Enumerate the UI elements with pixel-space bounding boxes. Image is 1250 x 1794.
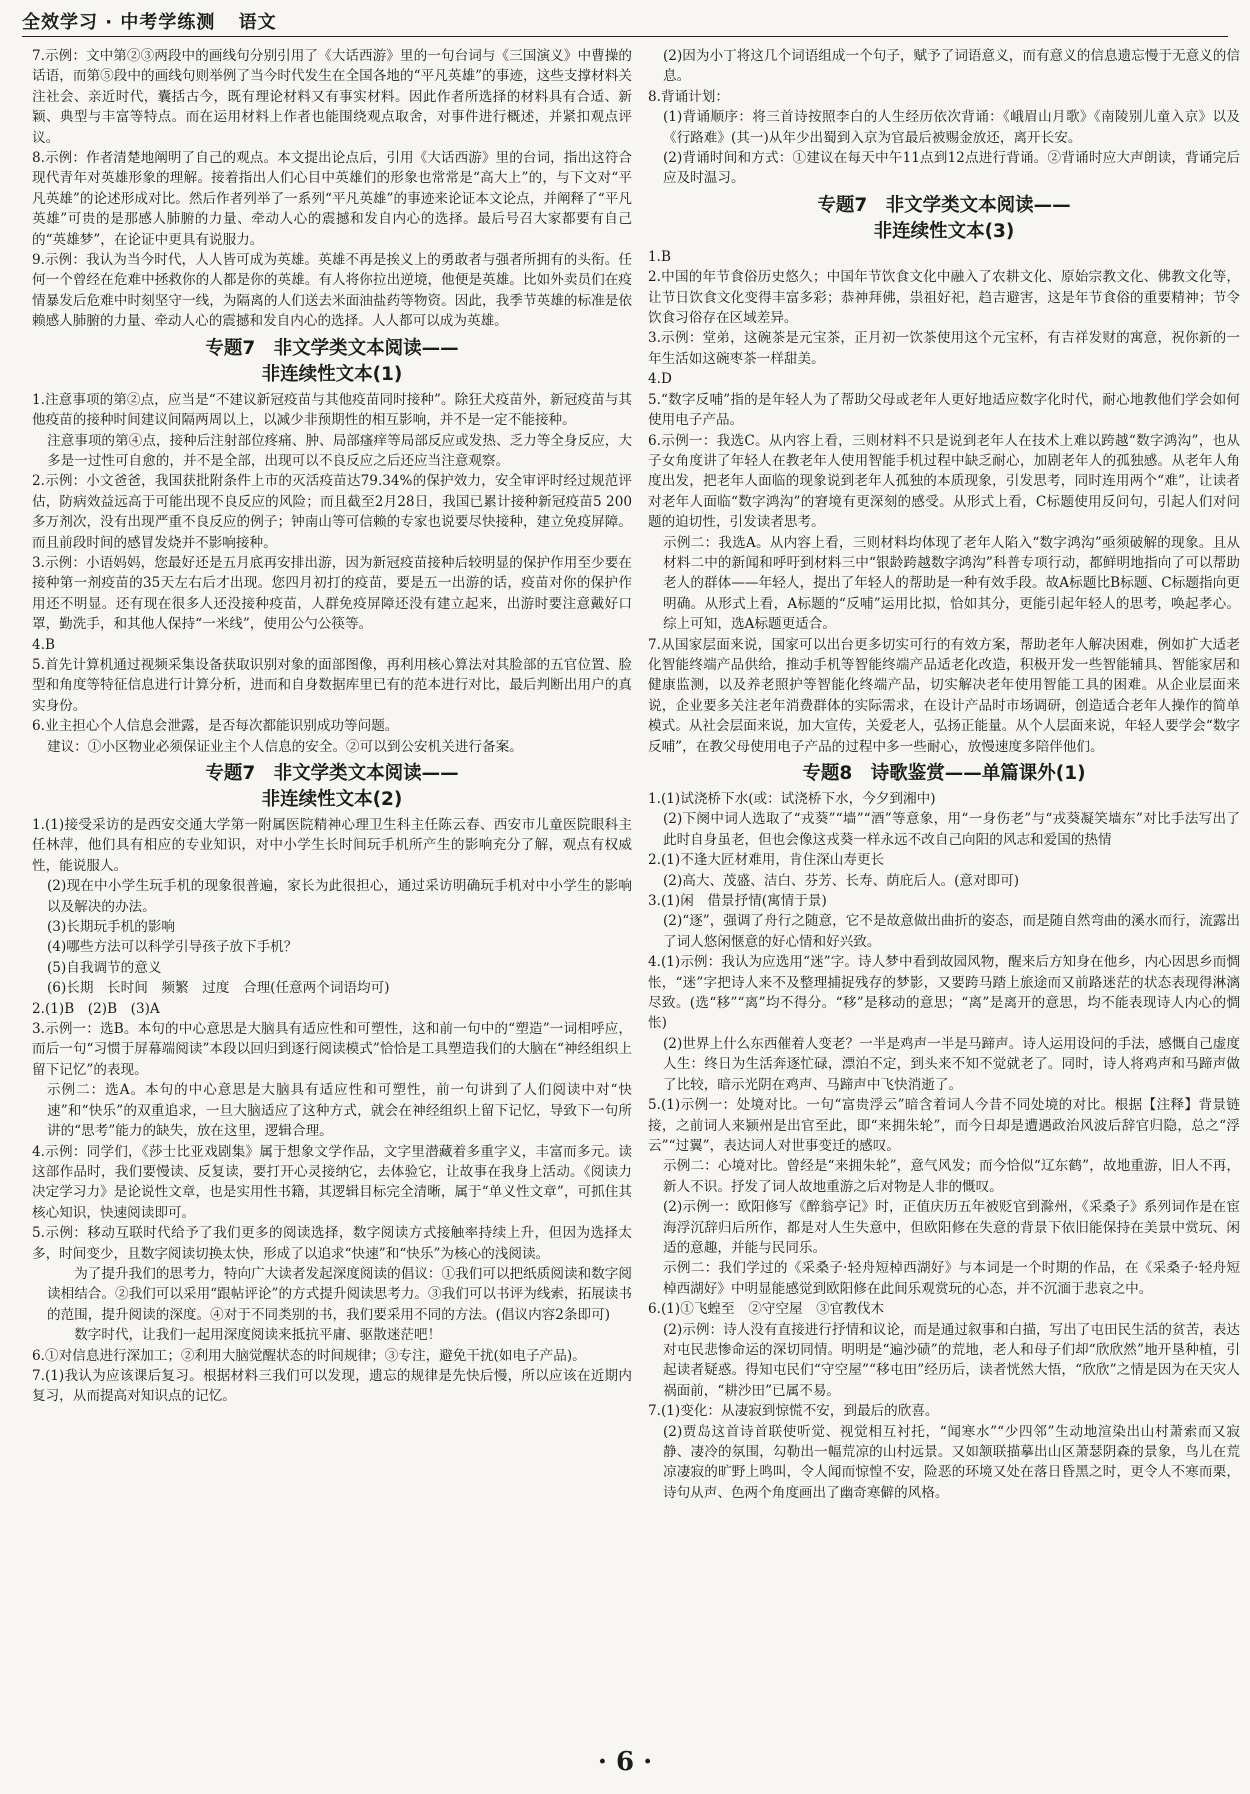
section-title: 专题7 非文学类文本阅读—— [817, 194, 1071, 216]
answer-item: 4.示例：同学们，《莎士比亚戏剧集》属于想象文学作品，文字里潜藏着多重字义，丰富而多元。读这部作品时，我们要慢读、反复读，要打开心灵接纳它，去体验它，让故事在我身上活动。《阅读力决定学习力》是论说性文章，也是实用性书籍，其逻辑目标完全清晰，属于“单义性文章”，可抓住其核心知识，快速阅读即可。 [32, 1143, 632, 1221]
answer-item: 数字时代，让我们一起用深度阅读来抵抗平庸、驱散迷茫吧！ [74, 1327, 442, 1344]
section-subtitle: 非连续性文本(1) [261, 363, 403, 385]
answer-item: 7.(1)变化：从凄寂到惊慌不安，到最后的欣喜。 [648, 1403, 939, 1420]
section-heading [648, 193, 1240, 245]
answer-item: (2)“逐”，强调了舟行之随意，它不是故意做出曲折的姿态，而是随自然弯曲的溪水而行，流露出了词人悠闲惬意的好心情和好兴致。 [663, 913, 1240, 950]
answer-item: (2)下阕中词人选取了“戎葵”“墙”“酒”等意象，用“一身伤老”与“戎葵凝笑墙东”对比手法写出了此时自身虽老，但也会像这戎葵一样永远不改自己向阳的风志和爱国的热情 [663, 811, 1240, 848]
answer-item: 2.示例：小文爸爸，我国获批附条件上市的灭活疫苗达79.34%的保护效力，安全审评时经过规范评估，防病效益远高于可能出现不良反应的风险；而且截至2月28日，我国已累计接种新冠疫苗5 200多万剂次，没有出现严重不良反应的例子；钟南山等可信赖的专家也说要尽快接种，建立免疫屏障。而且前段时间的感冒发烧并不影响接种。 [32, 473, 632, 551]
answer-item: 1.B [648, 248, 671, 265]
answer-item: 1.注意事项的第②点，应当是“不建议新冠疫苗与其他疫苗同时接种”。除狂犬疫苗外，新冠疫苗与其他疫苗的接种时间建议间隔两周以上，以减少非预期性的相互影响，并不是一定不能接种。 [32, 391, 632, 429]
answer-item: (2)贾岛这首诗首联使听觉、视觉相互衬托，“闻寒水”“少四邻”生动地渲染出山村萧索而又寂静、凄冷的氛围，勾勒出一幅荒凉的山村远景。又如颔联描摹出山区萧瑟阴森的景象，鸟儿在荒凉凄寂的旷野上鸣叫，令人闻而惊惶不安，险恶的环境又处在落日昏黑之时，更令人不寒而栗，诗句从声、色两个角度画出了幽奇寒僻的风格。 [663, 1423, 1240, 1501]
left-column [32, 46, 632, 1407]
answer-item: 4.D [648, 371, 672, 388]
answer-item: 1.(1)接受采访的是西安交通大学第一附属医院精神心理卫生科主任陈云春、西安市儿童医院眼科主任林萍，他们具有相应的专业知识，对中小学生长时间玩手机所产生的影响充分了解，观点有权威性，能说服人。 [32, 817, 632, 874]
answer-item: 7.(1)我认为应该课后复习。根据材料三我们可以发现，遗忘的规律是先快后慢，所以应该在近期内复习，从而提高对知识点的记忆。 [32, 1367, 632, 1405]
answer-item: 5.“数字反哺”指的是年轻人为了帮助父母或老年人更好地适应数字化时代，耐心地教他们学会如何使用电子产品。 [648, 391, 1240, 429]
page-number: · 6 · [597, 1747, 653, 1777]
answer-item: 1.(1)试浇桥下水(或：试浇桥下水，今夕到湘中) [648, 791, 936, 807]
right-column [648, 46, 1240, 1503]
answer-item: 5.示例：移动互联时代给予了我们更多的阅读选择，数字阅读方式接触率持续上升，但因为选择太多，时间变少，且数字阅读切换太快，形成了以追求“快速”和“快乐”为核心的浅阅读。 [32, 1225, 632, 1262]
answer-item: 2.(1)B (2)B (3)A [32, 1000, 160, 1017]
answer-item: 示例二：选A。本句的中心意思是大脑具有适应性和可塑性，前一句讲到了人们阅读中对“快速”和“快乐”的双重追求，一旦大脑适应了这种方式，就会在神经组织上留下记忆，导致下一句所讲的“思考”能力的缺失，放在这里，逻辑合理。 [47, 1082, 632, 1140]
answer-item: 示例二：我选A。从内容上看，三则材料均体现了老年人陷入“数字鸿沟”亟须破解的现象。且从材料二中的新闻和呼吁到材料三中“银龄跨越数字鸿沟”科普专项行动，都鲜明地指向了可以帮助老人的群体——年轻人，提出了年轻人的帮助是一种有效手段。故A标题比B标题、C标题指向更明确。从形式上看，A标题的“反哺”运用比拟，恰如其分，更能引起年轻人的思考，唤起孝心。综上可知，选A标题更适合。 [663, 534, 1240, 633]
answer-item: 7.从国家层面来说，国家可以出台更多切实可行的有效方案，帮助老年人解决困难，例如扩大适老化智能终端产品供给，推动手机等智能终端产品适老化改造，积极开发一些智能辅具、智能家居和健康监测，以及养老照护等智能化终端产品，切实解决老年使用智能工具的困难。从企业层面来说，企业要多关注老年消费群体的实际需求，在设计产品时市场调研，创造适合老年人操作的简单模式。从社会层面来说，加大宣传，关爱老人，弘扬正能量。从个人层面来说，年轻人要学会“数字反哺”，在教父母使用电子产品的过程中多一些耐心，放慢速度多陪伴他们。 [648, 636, 1240, 755]
answer-item: 为了提升我们的思考力，特向广大读者发起深度阅读的倡议：①我们可以把纸质阅读和数字阅读相结合。②我们可以采用“跟帖评论”的方式提升阅读思考力。③我们可以书评为线索，拓展读书的范围，提升阅读的深度。④对于不同类别的书，我们要采用不同的方法。(倡议内容2条即可) [47, 1265, 632, 1323]
section-title: 专题7 非文学类文本阅读—— [205, 763, 459, 784]
page-header [22, 8, 277, 34]
book-title: 全效学习 · 中考学练测 [22, 12, 216, 33]
answer-item: (2)示例一：欧阳修写《醉翁亭记》时，正值庆历五年被贬官到滁州，《采桑子》系列词作是在宦海浮沉辞归后所作，都是对人生失意中，但欧阳修在失意的背景下依旧能保持在美景中赏玩、闲适的意趣，并能与民同乐。 [663, 1199, 1240, 1256]
answer-item: 示例二：心境对比。曾经是“来拥朱轮”，意气风发；而今恰似“辽东鹤”，故地重游，旧人不再，新人不识。抒发了词人故地重游之后对物是人非的慨叹。 [663, 1158, 1240, 1195]
answer-item: 3.示例一：选B。本句的中心意思是大脑具有适应性和可塑性，这和前一句中的“塑造”一词相呼应，而后一句“习惯于屏幕端阅读”本段以回归到逐行阅读模式”恰恰是工具塑造我们的大脑在“神经组织上留下记忆”的表现。 [32, 1021, 632, 1078]
answer-item: 9.示例：我认为当今时代，人人皆可成为英雄。英雄不再是挨义上的勇敢者与强者所拥有的头衔。任何一个曾经在危难中拯救你的人都是你的英雄。有人将你拉出逆境，他便是英雄。比如外卖员们在疫情暴发后危难中时刻坚守一线，为隔离的人们送去米面油盐药等物资。因此，我季节英雄的标准是依赖感人肺腑的力量、牵动人心的震撼和发自内心的选择。人人都可以成为英雄。 [32, 252, 632, 330]
section-title: 专题8 诗歌鉴赏——单篇课外(1) [802, 763, 1086, 784]
answer-item: 7.示例：文中第②③两段中的画线句分别引用了《大话西游》里的一句台词与《三国演义》中曹操的话语，而第⑤段中的画线句则举例了当今时代发生在全国各地的“平凡英雄”的事迹，这些支撑材料关注社会、亲近时代，囊括古今，既有理论材料又有事实材料。因此作者所选择的材料具有合适、新颖、典型与丰富等特点。而在运用材料上作者也能围绕观点取舍，对事件进行概述，并紧扣观点评议。 [32, 48, 632, 146]
answer-item: 示例二：我们学过的《采桑子·轻舟短棹西湖好》与本词是一个时期的作品，在《采桑子·轻舟短棹西湖好》中明显能感觉到欧阳修在此间乐观赏玩的心态，并不沉湎于悲哀之中。 [663, 1260, 1240, 1297]
answer-item: 建议：①小区物业必须保证业主个人信息的安全。②可以到公安机关进行备案。 [47, 738, 523, 755]
answer-item: 4.B [32, 636, 55, 653]
section-subtitle: 非连续性文本(3) [873, 220, 1015, 242]
section-title: 专题7 非文学类文本阅读—— [205, 337, 459, 359]
subject-label: 语文 [238, 12, 277, 33]
answer-item: 6.(1)①飞蝗至 ②守空屋 ③官教伐木 [648, 1301, 885, 1318]
section-heading [32, 336, 632, 388]
answer-item: (2)高大、茂盛、洁白、芬芳、长寿、荫庇后人。(意对即可) [663, 872, 1020, 889]
header-divider [22, 36, 1228, 37]
answer-item: 3.(1)闲 借景抒情(寓情于景) [648, 893, 827, 910]
answer-item: 3.示例：小语妈妈，您最好还是五月底再安排出游，因为新冠疫苗接种后较明显的保护作用至少要在接种第一剂疫苗的35天左右后才出现。您四月初打的疫苗，要是五一出游的话，疫苗对你的保护作用还不明显。还有现在很多人还没接种疫苗，人群免疫屏障还没有建立起来，出游时要注意戴好口罩，勤洗手，和其他人保持“一米线”，使用公勺公筷等。 [32, 554, 632, 633]
section-subtitle: 非连续性文本(2) [261, 789, 403, 810]
answer-item: (2)现在中小学生玩手机的现象很普遍，家长为此很担心，通过采访明确玩手机对中小学生的影响以及解决的办法。 [47, 878, 632, 915]
answer-item: 3.示例：堂弟，这碗茶是元宝茶，正月初一饮茶使用这个元宝杯，有吉祥发财的寓意，祝你新的一年生活如这碗枣茶一样甜美。 [648, 330, 1240, 367]
answer-item: 6.业主担心个人信息会泄露，是否每次都能识别成功等问题。 [32, 718, 399, 735]
answer-item: 6.示例一：我选C。从内容上看，三则材料不只是说到老年人在技术上难以跨越“数字鸿沟”，也从子女角度讲了年轻人在教老年人使用智能手机过程中缺乏耐心，加剧老年人的孤独感。从老年人角度出发，把老年人面临的现象说到老年人孤独的本质现象，引发思考，同时连用两个“难”，让读者对老年人面临“数字鸿沟”的窘境有更深刻的感受。从形式上看，C标题使用反问句，引起人们对问题的迫切性，引发读者思考。 [648, 432, 1240, 531]
answer-item: 8.背诵计划： [648, 88, 729, 105]
answer-item: (2)示例：诗人没有直接进行抒情和议论，而是通过叙事和白描，写出了屯田民生活的贫苦，表达对屯民悲惨命运的深切同情。明明是“遍沙碛”的荒地，老人和母子们却“欣欣然”地开垦种植，引起读者疑惑。得知屯民们“守空屋”“移屯田”经历后，读者恍然大悟，“欣欣”之情是因为在天灾人祸面前，“耕沙田”已属不易。 [663, 1321, 1240, 1399]
section-heading [32, 761, 632, 813]
answer-item: (6)长期 长时间 频繁 过度 合理(任意两个词语均可) [47, 980, 390, 997]
answer-item: 注意事项的第④点，接种后注射部位疼痛、肿、局部瘙痒等局部反应或发热、乏力等全身反应，大多是一过性可自愈的，并不是全部，出现可以不良反应之后还应当注意观察。 [47, 432, 632, 469]
answer-item: 2.(1)不逢大匠材难用，肯住深山寿更长 [648, 852, 885, 869]
answer-item: 5.(1)示例一：处境对比。一句“富贵浮云”暗含着词人今昔不同处境的对比。根据【注释】背景链接，之前词人来颍州是出官至此，即“来拥朱轮”，而今日却是遭遇政治风波后辞官归隐，总之“浮云”“过翼”，表达词人对世事变迁的感叹。 [648, 1097, 1240, 1154]
answer-item: (2)世界上什么东西催着人变老？一半是鸡声一半是马蹄声。诗人运用设问的手法，感慨自己虚度人生：终日为生活奔逐忙碌，漂泊不定，到头来不知不觉就老了。同时，诗人将鸡声和马蹄声做了比较，暗示光阴在鸡声、马蹄声中飞快消逝了。 [663, 1035, 1240, 1093]
answer-item: (3)长期玩手机的影响 [47, 919, 176, 936]
section-heading [648, 761, 1240, 787]
answer-item: (5)自我调节的意义 [47, 959, 162, 976]
answer-item: 6.①对信息进行深加工；②利用大脑觉醒状态的时间规律；③专注，避免干扰(如电子产品)。 [32, 1347, 586, 1364]
answer-item: (2)因为小丁将这几个词语组成一个句子，赋予了词语意义，而有意义的信息遗忘慢于无意义的信息。 [663, 48, 1240, 85]
answer-item: (1)背诵顺序：将三首诗按照李白的人生经历依次背诵：《峨眉山月歌》《南陵别儿童入京》以及《行路难》(其一)从年少出蜀到入京为官最后被赐金放还，离开长安。 [663, 109, 1240, 146]
answer-item: 2.中国的年节食俗历史悠久；中国年节饮食文化中融入了农耕文化、原始宗教文化、佛教文化等，让节日饮食文化变得丰富多彩；恭神拜佛，祟祖好祀，趋吉避害，这是年节食俗的重要精神；节令饮食习俗存在区域差异。 [648, 269, 1240, 327]
answer-item: (4)哪些方法可以科学引导孩子放下手机？ [47, 939, 298, 956]
answer-item: 4.(1)示例：我认为应选用“迷”字。诗人梦中看到故园风物，醒来后方知身在他乡，内心因思乡而惆怅，“迷”字把诗人来不及整理捕捉残存的梦影，又要跨马踏上旅途而又前路迷茫的状态表现得淋漓尽致。(选“移”“离”均不得分。“移”是移动的意思；“离”是离开的意思，均不能表现诗人内心的惆怅) [648, 954, 1240, 1032]
answer-item: 8.示例：作者清楚地阐明了自己的观点。本文提出论点后，引用《大话西游》里的台词，指出这符合现代青年对英雄形象的理解。接着指出人们心目中英雄们的形象也常常是“高大上”的，与下文对“平凡英雄”的论述形成对比。然后作者列举了一系列“平凡英雄”的事迹来论证本文论点，并阐释了“平凡英雄”可贵的是那感人肺腑的力量、牵动人心的震撼和发自内心的选择。最后号召大家都要有自己的“英雄梦”，在论证中更具有说服力。 [32, 150, 632, 248]
answer-item: 5.首先计算机通过视频采集设备获取识别对象的面部图像，再利用核心算法对其脸部的五官位置、脸型和角度等特征信息进行计算分析，进而和自身数据库里已有的范本进行对比，最后判断出用户的真实身份。 [32, 656, 632, 714]
answer-item: (2)背诵时间和方式：①建议在每天中午11点到12点进行背诵。②背诵时应大声朗读，背诵完后应及时温习。 [663, 150, 1240, 187]
